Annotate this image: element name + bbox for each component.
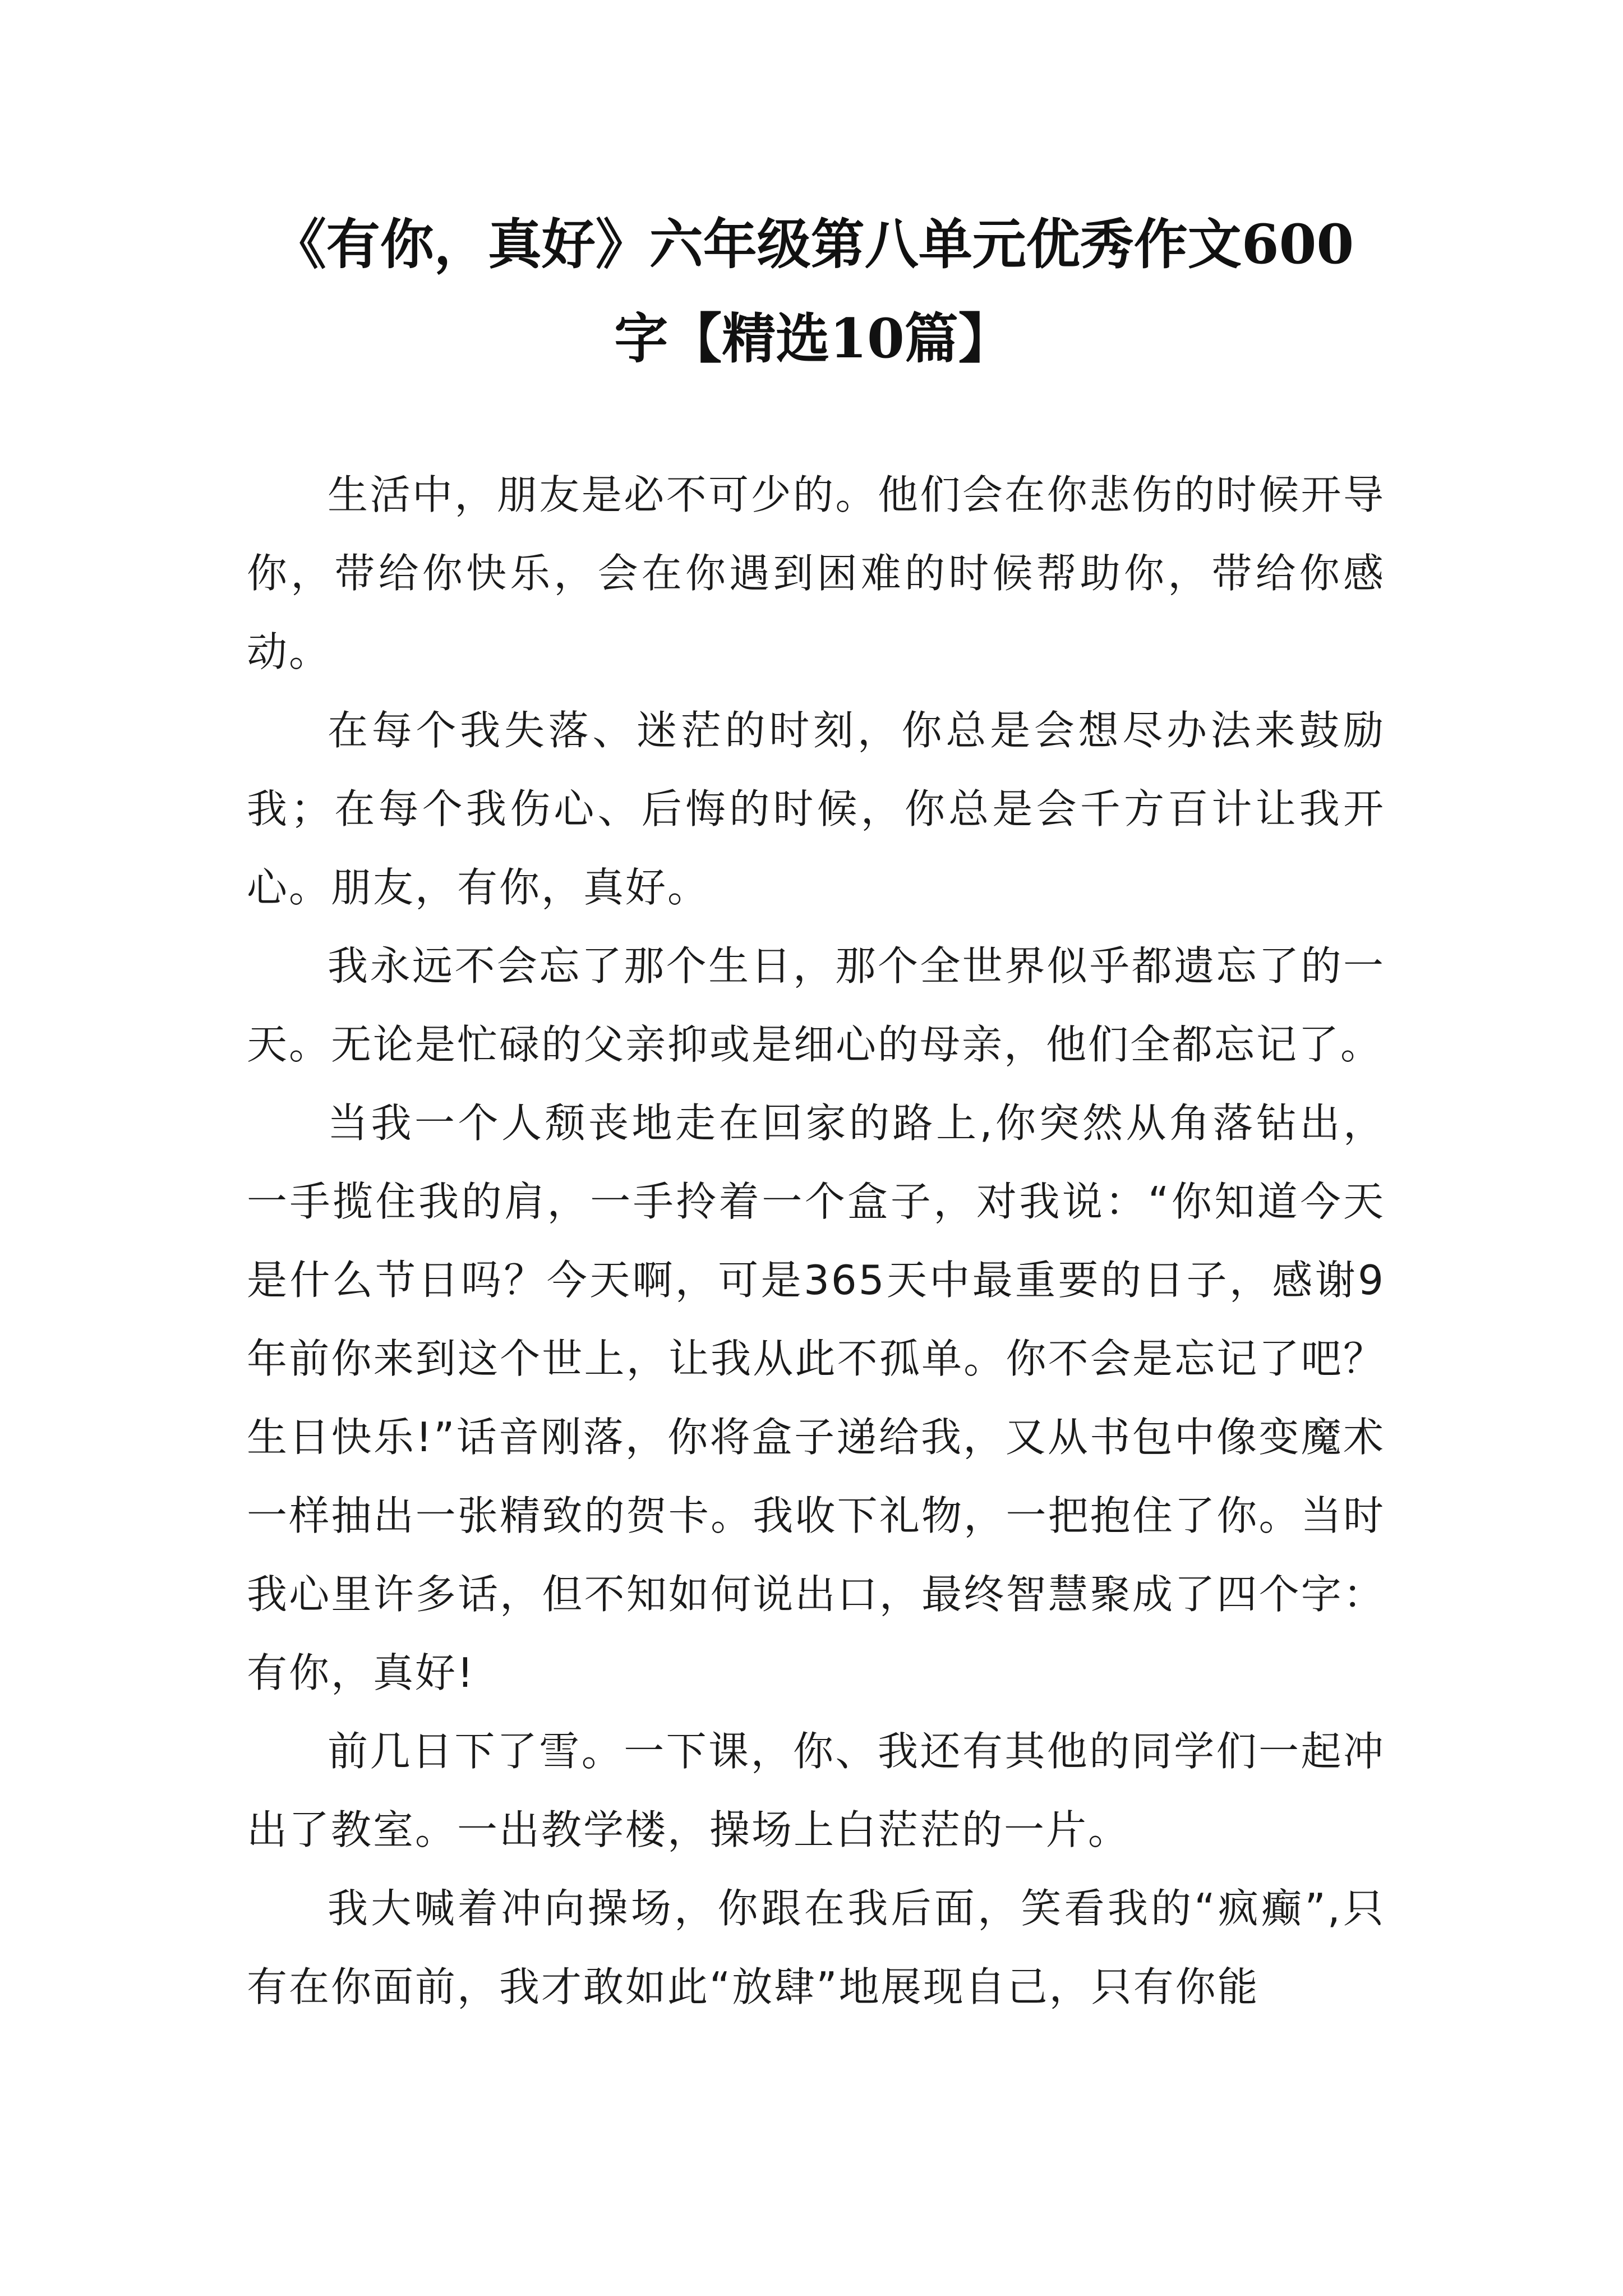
document-body <box>247 455 1385 2026</box>
paragraph: 当我一个人颓丧地走在回家的路上,你突然从角落钻出，一手揽住我的肩，一手拎着一个盒子，对我说：“你知道今天是什么节日吗？今天啊，可是365天中最重要的日子，感谢9年前你来到这个世上，让我从此不孤单。你不会是忘记了吧？生日快乐!”话音刚落，你将盒子递给我，又从书包中像变魔术一样抽出一张精致的贺卡。我收下礼物，一把抱住了你。当时我心里许多话，但不知如何说出口，最终智慧聚成了四个字：有你，真好! <box>247 1099 1385 1696</box>
paragraph: 前几日下了雪。一下课，你、我还有其他的同学们一起冲出了教室。一出教学楼，操场上白茫茫的一片。 <box>247 1728 1385 1853</box>
title-line-1: 《有你，真好》六年级第八单元优秀作文600 <box>272 213 1354 276</box>
paragraph: 我大喊着冲向操场，你跟在我后面，笑看我的“疯癫”,只有在你面前，我才敢如此“放肆”地展现自己，只有你能 <box>247 1885 1385 2010</box>
paragraph: 生活中，朋友是必不可少的。他们会在你悲伤的时候开导你，带给你快乐，会在你遇到困难的时候帮助你，带给你感动。 <box>247 471 1385 675</box>
paragraph: 我永远不会忘了那个生日，那个全世界似乎都遗忘了的一天。无论是忙碌的父亲抑或是细心的母亲，他们全都忘记了。 <box>247 942 1385 1068</box>
paragraph: 在每个我失落、迷茫的时刻，你总是会想尽办法来鼓励我；在每个我伤心、后悔的时候，你总是会千方百计让我开心。朋友，有你，真好。 <box>247 707 1385 911</box>
document-title <box>213 197 1413 386</box>
title-line-2: 字【精选10篇】 <box>614 307 1012 370</box>
